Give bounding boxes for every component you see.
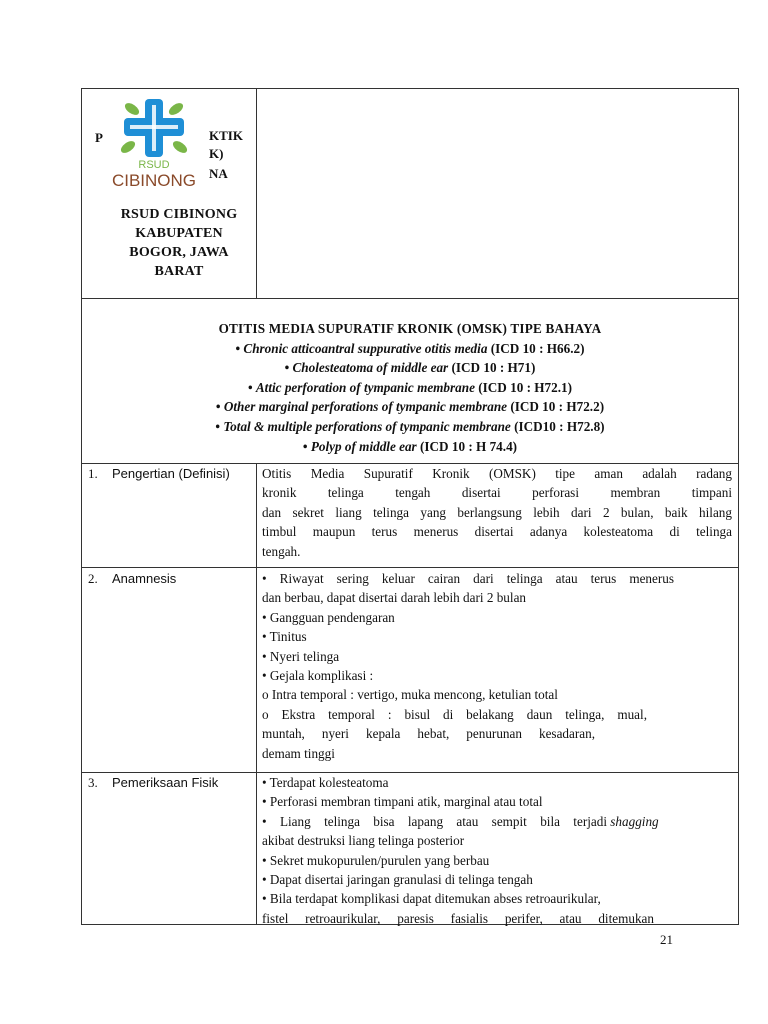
content-line: • Gejala komplikasi : [262,668,374,684]
hospital-logo [108,97,200,189]
icd-item-name: Chronic atticoantral suppurative otitis media [243,340,488,356]
content-line: demam tinggi [262,745,335,761]
content-line: timbul maupun terus menerus disertai adanya kolesteatoma di telinga [262,524,732,540]
row1-divider [82,567,738,568]
content-line: • Bila terdapat komplikasi dapat ditemukan abses retroaurikular, [262,891,601,907]
content-line: tengah. [262,543,301,559]
header-column-divider [256,89,257,298]
icd-item-code: (ICD10 : H72.8) [514,418,605,434]
logo-text-top: RSUD [138,159,170,171]
content-line: dan sekret liang telinga yang berlangsung lebih dari 2 bulan, baik hilang [262,504,732,520]
content-line: Otitis Media Supuratif Kronik (OMSK) tipe aman adalah radang [262,466,732,481]
icd-item: • Other marginal perforations of tympanic membrane (ICD 10 : H72.2) [215,399,605,415]
content-line: • Terdapat kolesteatoma [262,775,389,790]
content-line: akibat destruksi liang telinga posterior [262,833,465,849]
content-line: muntah, nyeri kepala hebat, penurunan kesadaran, [262,726,595,742]
label-column-divider [256,463,257,925]
content-line: • Dapat disertai jaringan granulasi di telinga tengah [262,872,533,888]
header-fragment-right-1: KTIK [209,128,243,143]
row-number: 1. [88,466,98,481]
org-line: BOGOR, JAWA [129,245,229,260]
icd-item-code: (ICD 10 : H66.2) [490,340,585,356]
icd-item: • Polyp of middle ear (ICD 10 : H 74.4) [302,438,518,454]
content-italic-term: shagging [610,813,659,829]
org-line: BARAT [154,264,204,279]
content-line: • Nyeri telinga [262,648,340,664]
content-line-text: • Liang telinga bisa lapang atau sempit bila terjadi [262,813,607,829]
row-label-definition: Pengertian (Definisi) [112,466,230,481]
row-number: 2. [88,571,98,586]
definition-content [262,464,732,561]
content-line: fistel retroaurikular, paresis fasialis perifer, atau ditemukan [262,910,654,926]
organization-name [104,205,254,281]
content-line: dan berbau, dapat disertai darah lebih dari 2 bulan [262,590,527,606]
diagnosis-title-block [82,319,738,456]
org-line: KABUPATEN [135,226,223,241]
icd-item-code: (ICD 10 : H72.1) [478,379,573,395]
content-line: • Sekret mukopurulen/purulen yang berbau [262,852,490,868]
content-line: o Ekstra temporal : bisul di belakang daun telinga, mual, [262,706,647,722]
logo-text-bottom: CIBINONG [111,171,197,189]
icd-item: • Cholesteatoma of middle ear (ICD 10 : H71) [284,360,536,376]
header-fragment-right-2: K) [209,146,224,161]
row-label-anamnesis: Anamnesis [112,571,177,586]
icd-item-name: Cholesteatoma of middle ear [292,360,449,376]
content-line: • Perforasi membran timpani atik, marginal atau total [262,794,543,810]
anamnesis-content [262,569,674,763]
physical-exam-content [262,773,674,928]
content-line: • Tinitus [262,629,307,645]
document-table [81,88,739,925]
icd-item-name: Attic perforation of tympanic membrane [255,379,475,395]
header-fragment-right-3: NA [209,166,228,181]
row-label-physical-exam: Pemeriksaan Fisik [112,775,219,790]
icd-item-name: Other marginal perforations of tympanic membrane [223,399,508,415]
content-line: • Gangguan pendengaran [262,609,395,625]
content-line [262,812,674,831]
rsud-cross-logo-icon [108,97,200,189]
org-line: RSUD CIBINONG [120,207,238,222]
icd-item-code: (ICD 10 : H 74.4) [419,438,518,454]
icd-item-code: (ICD 10 : H71) [451,360,536,376]
icd-item-name: Polyp of middle ear [310,438,417,454]
header-left-cell [82,89,256,299]
icd-item-code: (ICD 10 : H72.2) [510,399,605,415]
page-number: 21 [660,932,673,947]
header-fragment-left: P [95,130,103,145]
content-line: • Riwayat sering keluar cairan dari telinga atau terus menerus [262,571,674,586]
icd-item-name: Total & multiple perforations of tympanic membrane [223,418,511,434]
content-line: o Intra temporal : vertigo, muka mencong, ketulian total [262,687,558,703]
diagnosis-title: OTITIS MEDIA SUPURATIF KRONIK (OMSK) TIPE BAHAYA [218,321,602,336]
icd-item: • Attic perforation of tympanic membrane (ICD 10 : H72.1) [247,379,573,395]
row-number: 3. [88,775,98,790]
content-line: kronik telinga tengah disertai perforasi membran timpani [262,485,732,501]
icd-item: • Total & multiple perforations of tympanic membrane (ICD10 : H72.8) [215,418,605,434]
icd-item: • Chronic atticoantral suppurative otitis media (ICD 10 : H66.2) [235,340,585,356]
